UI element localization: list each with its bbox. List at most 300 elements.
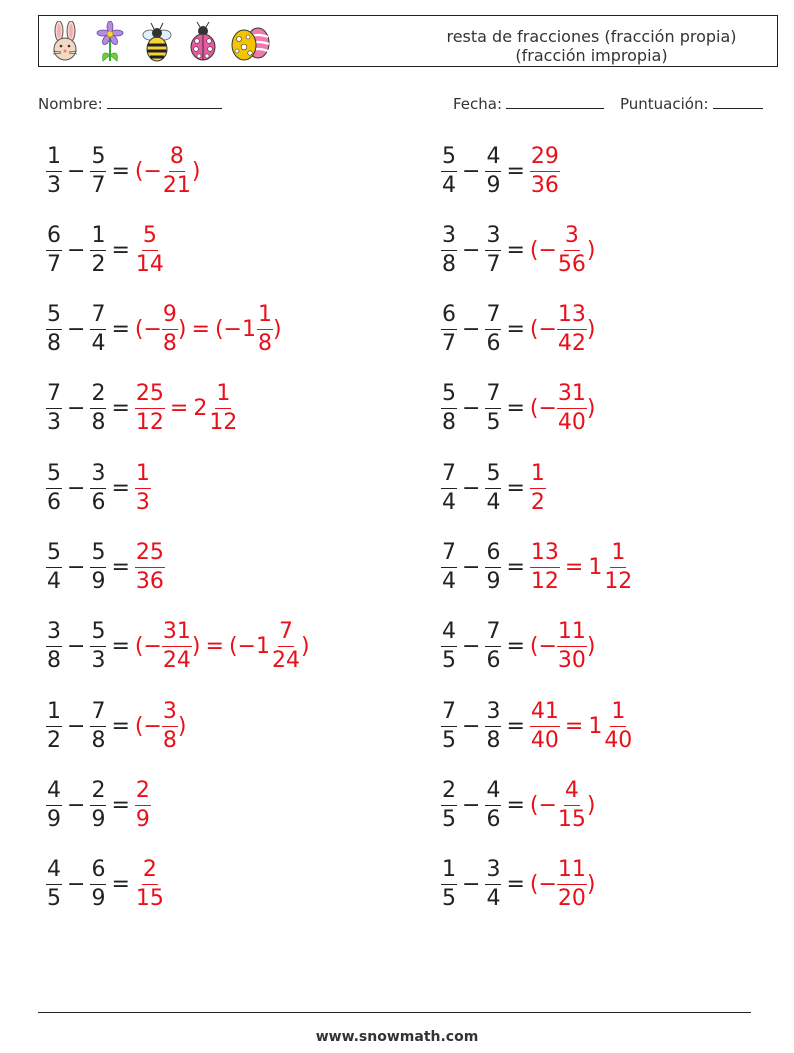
fraction	[557, 224, 587, 277]
numerator: 5	[46, 541, 62, 568]
minus-sign: −	[67, 634, 86, 660]
problem-item	[441, 538, 633, 598]
numerator: 29	[530, 145, 560, 172]
problem-item	[46, 538, 165, 598]
denominator: 4	[486, 489, 501, 515]
denominator: 9	[91, 886, 106, 912]
answer	[530, 858, 596, 911]
fraction	[46, 382, 62, 435]
fraction	[557, 620, 587, 673]
numerator: 1	[610, 700, 626, 727]
open-paren: (−	[134, 713, 162, 739]
worksheet-title	[419, 27, 764, 65]
numerator: 2	[90, 382, 106, 409]
fraction	[441, 700, 457, 753]
numerator: 11	[557, 620, 587, 647]
numerator: 31	[557, 382, 587, 409]
numerator: 7	[441, 541, 457, 568]
fraction	[135, 382, 165, 435]
fraction	[441, 779, 457, 832]
minus-sign: −	[462, 872, 481, 898]
fraction	[485, 382, 501, 435]
denominator: 40	[604, 727, 633, 753]
numerator: 1	[135, 462, 151, 489]
fraction	[530, 700, 560, 753]
minus-sign: −	[462, 317, 481, 343]
fraction	[90, 858, 106, 911]
problem-item	[441, 775, 596, 835]
denominator: 5	[442, 886, 456, 912]
fraction	[46, 224, 62, 277]
date-label: Fecha:	[453, 95, 503, 113]
problem-item	[46, 141, 201, 201]
denominator: 7	[486, 251, 501, 277]
equals-sign: =	[506, 634, 525, 660]
denominator: 8	[257, 331, 272, 357]
denominator: 8	[91, 727, 106, 753]
numerator: 6	[46, 224, 62, 251]
fraction	[485, 462, 501, 515]
minus-sign: −	[462, 634, 481, 660]
denominator: 7	[47, 251, 61, 277]
problem-item	[441, 617, 596, 677]
numerator: 5	[90, 620, 106, 647]
denominator: 2	[530, 489, 545, 515]
denominator: 56	[557, 251, 586, 277]
fraction	[90, 779, 106, 832]
close-paren: )	[300, 634, 310, 660]
denominator: 12	[209, 410, 238, 436]
fraction	[485, 145, 501, 198]
close-paren: )	[586, 396, 596, 422]
denominator: 5	[486, 410, 501, 436]
fraction	[90, 303, 106, 356]
numerator: 3	[485, 858, 501, 885]
numerator: 4	[485, 145, 501, 172]
numerator: 7	[441, 700, 457, 727]
denominator: 3	[47, 172, 61, 198]
problem-item	[46, 775, 151, 835]
close-paren: )	[177, 317, 187, 343]
denominator: 24	[271, 648, 300, 674]
denominator: 6	[486, 331, 501, 357]
title-line-1: resta de fracciones (fracción propia)	[446, 27, 737, 46]
equals-sign: =	[506, 555, 525, 580]
fraction	[46, 462, 62, 515]
fraction	[530, 541, 560, 594]
numerator: 1	[215, 382, 231, 409]
numerator: 11	[557, 858, 587, 885]
denominator: 6	[91, 489, 106, 515]
close-paren: )	[272, 317, 282, 343]
equals-sign: =	[111, 713, 130, 739]
numerator: 5	[441, 382, 457, 409]
numerator: 3	[564, 224, 580, 251]
answer	[135, 620, 310, 673]
minus-sign: −	[67, 317, 86, 343]
denominator: 3	[135, 489, 150, 515]
whole-number: 1	[588, 713, 603, 739]
denominator: 4	[442, 569, 456, 594]
equals-sign: =	[111, 158, 130, 184]
close-paren: )	[586, 317, 596, 343]
numerator: 6	[441, 303, 457, 330]
denominator: 8	[162, 331, 177, 357]
numerator: 3	[90, 462, 106, 489]
numerator: 1	[46, 145, 62, 172]
denominator: 40	[530, 727, 559, 753]
numerator: 4	[441, 620, 457, 647]
problem-item	[46, 696, 187, 756]
open-paren: (−	[134, 634, 162, 660]
minus-sign: −	[462, 475, 481, 501]
equals-sign: =	[506, 237, 525, 263]
numerator: 3	[485, 224, 501, 251]
fraction	[485, 858, 501, 911]
denominator: 4	[442, 489, 456, 515]
problem-item	[441, 300, 596, 360]
denominator: 3	[47, 410, 61, 436]
open-paren: (−	[134, 158, 162, 184]
minus-sign: −	[67, 475, 86, 501]
close-paren: )	[191, 158, 201, 184]
fraction	[46, 303, 62, 356]
name-field[interactable]	[38, 94, 222, 113]
answer	[135, 382, 238, 435]
open-paren: (−	[228, 634, 256, 660]
score-field[interactable]	[620, 94, 763, 113]
numerator: 7	[90, 700, 106, 727]
problem-item	[46, 300, 282, 360]
answer	[135, 145, 201, 198]
denominator: 7	[91, 172, 106, 198]
fraction	[90, 145, 106, 198]
fraction	[90, 462, 106, 515]
open-paren: (−	[529, 634, 557, 660]
numerator: 2	[142, 858, 158, 885]
open-paren: (−	[529, 396, 557, 422]
equals-sign: =	[564, 555, 584, 580]
fraction	[441, 145, 457, 198]
problem-item	[46, 379, 238, 439]
minus-sign: −	[67, 237, 86, 263]
fraction	[46, 700, 62, 753]
equals-sign: =	[205, 634, 224, 660]
answer	[530, 541, 633, 594]
numerator: 5	[441, 145, 457, 172]
fraction	[135, 541, 165, 594]
fraction	[46, 779, 62, 832]
minus-sign: −	[462, 396, 481, 422]
fraction	[208, 382, 238, 435]
minus-sign: −	[67, 792, 86, 818]
minus-sign: −	[67, 872, 86, 898]
fraction	[162, 303, 178, 356]
numerator: 1	[46, 700, 62, 727]
denominator: 21	[162, 172, 191, 198]
numerator: 5	[90, 145, 106, 172]
ladybug-icon	[187, 21, 219, 63]
name-blank[interactable]	[107, 94, 222, 109]
name-label: Nombre:	[38, 95, 103, 113]
denominator: 5	[47, 886, 61, 912]
denominator: 8	[442, 410, 456, 436]
bee-icon	[139, 21, 175, 63]
minus-sign: −	[67, 555, 86, 580]
numerator: 1	[530, 462, 546, 489]
numerator: 5	[46, 303, 62, 330]
minus-sign: −	[462, 237, 481, 263]
answer	[530, 462, 546, 515]
problem-item	[441, 220, 596, 280]
fraction	[90, 620, 106, 673]
open-paren: (−	[134, 317, 162, 343]
denominator: 8	[486, 727, 501, 753]
title-line-2: (fracción impropia)	[515, 46, 668, 65]
numerator: 13	[530, 541, 560, 568]
denominator: 9	[47, 806, 61, 832]
fraction	[441, 382, 457, 435]
minus-sign: −	[462, 713, 481, 739]
fraction	[257, 303, 273, 356]
numerator: 31	[162, 620, 192, 647]
whole-number: 1	[255, 634, 270, 660]
equals-sign: =	[506, 158, 525, 184]
fraction	[90, 541, 106, 594]
denominator: 15	[135, 886, 164, 912]
denominator: 4	[442, 172, 456, 198]
answer	[135, 462, 151, 515]
numerator: 1	[441, 858, 457, 885]
denominator: 2	[91, 251, 106, 277]
denominator: 9	[135, 806, 150, 832]
score-blank[interactable]	[713, 94, 763, 109]
open-paren: (−	[529, 317, 557, 343]
numerator: 4	[46, 858, 62, 885]
answer	[135, 779, 151, 832]
numerator: 7	[278, 620, 294, 647]
easter-eggs-icon	[229, 21, 273, 63]
problem-item	[46, 617, 310, 677]
fraction	[135, 779, 151, 832]
whole-number: 1	[241, 317, 256, 343]
denominator: 8	[91, 410, 106, 436]
answer	[135, 303, 282, 356]
denominator: 6	[486, 648, 501, 674]
close-paren: )	[177, 713, 187, 739]
numerator: 1	[257, 303, 273, 330]
equals-sign: =	[169, 396, 189, 422]
fraction	[135, 224, 165, 277]
denominator: 8	[162, 727, 177, 753]
numerator: 5	[90, 541, 106, 568]
answer	[135, 700, 187, 753]
problem-item	[441, 855, 596, 915]
equals-sign: =	[506, 317, 525, 343]
equals-sign: =	[506, 475, 525, 501]
numerator: 7	[90, 303, 106, 330]
numerator: 1	[90, 224, 106, 251]
fraction	[485, 303, 501, 356]
fraction	[603, 541, 633, 594]
denominator: 5	[442, 727, 456, 753]
fraction	[162, 700, 178, 753]
problem-item	[46, 855, 165, 915]
minus-sign: −	[462, 792, 481, 818]
denominator: 15	[557, 806, 586, 832]
answer	[530, 620, 596, 673]
denominator: 42	[557, 331, 586, 357]
minus-sign: −	[67, 396, 86, 422]
denominator: 9	[486, 569, 501, 594]
numerator: 2	[90, 779, 106, 806]
numerator: 7	[485, 620, 501, 647]
denominator: 9	[91, 806, 106, 832]
numerator: 6	[485, 541, 501, 568]
numerator: 1	[610, 541, 626, 568]
numerator: 3	[485, 700, 501, 727]
denominator: 36	[530, 172, 559, 198]
close-paren: )	[191, 634, 201, 660]
answer	[135, 858, 165, 911]
problem-item	[46, 458, 151, 518]
denominator: 12	[604, 569, 633, 594]
numerator: 3	[441, 224, 457, 251]
numerator: 2	[441, 779, 457, 806]
equals-sign: =	[111, 237, 130, 263]
fraction	[485, 779, 501, 832]
denominator: 4	[486, 886, 501, 912]
fraction	[557, 779, 587, 832]
denominator: 12	[530, 569, 559, 594]
answer	[530, 145, 560, 198]
denominator: 5	[442, 648, 456, 674]
fraction	[135, 462, 151, 515]
denominator: 8	[47, 331, 61, 357]
fraction	[441, 541, 457, 594]
denominator: 30	[557, 648, 586, 674]
denominator: 36	[135, 569, 164, 594]
footer-divider	[38, 1012, 751, 1013]
answer	[530, 303, 596, 356]
equals-sign: =	[111, 396, 130, 422]
fraction	[441, 224, 457, 277]
fraction	[90, 382, 106, 435]
answer	[530, 382, 596, 435]
numerator: 8	[169, 145, 185, 172]
equals-sign: =	[111, 792, 130, 818]
numerator: 4	[564, 779, 580, 806]
fraction	[557, 858, 587, 911]
date-blank[interactable]	[506, 94, 604, 109]
equals-sign: =	[111, 555, 130, 580]
fraction	[46, 541, 62, 594]
fraction	[46, 145, 62, 198]
fraction	[90, 224, 106, 277]
denominator: 9	[91, 569, 106, 594]
footer-website: www.snowmath.com	[315, 1029, 479, 1045]
numerator: 7	[485, 303, 501, 330]
fraction	[441, 858, 457, 911]
equals-sign: =	[506, 396, 525, 422]
denominator: 8	[47, 648, 61, 674]
close-paren: )	[586, 634, 596, 660]
denominator: 40	[557, 410, 586, 436]
minus-sign: −	[67, 713, 86, 739]
minus-sign: −	[462, 158, 481, 184]
denominator: 3	[91, 648, 106, 674]
score-label: Puntuación:	[620, 95, 709, 113]
close-paren: )	[586, 792, 596, 818]
fraction	[135, 858, 165, 911]
answer	[530, 700, 633, 753]
equals-sign: =	[111, 872, 130, 898]
answer	[530, 779, 596, 832]
numerator: 25	[135, 541, 165, 568]
fraction	[46, 620, 62, 673]
problem-item	[441, 141, 560, 201]
numerator: 3	[162, 700, 178, 727]
numerator: 4	[46, 779, 62, 806]
denominator: 20	[557, 886, 586, 912]
bunny-icon	[47, 21, 83, 63]
problem-item	[441, 379, 596, 439]
numerator: 7	[46, 382, 62, 409]
numerator: 5	[46, 462, 62, 489]
equals-sign: =	[506, 713, 525, 739]
fraction	[485, 224, 501, 277]
answer	[135, 224, 165, 277]
denominator: 8	[442, 251, 456, 277]
problem-item	[441, 458, 546, 518]
denominator: 24	[162, 648, 191, 674]
fraction	[162, 145, 192, 198]
equals-sign: =	[506, 792, 525, 818]
open-paren: (−	[214, 317, 242, 343]
denominator: 4	[47, 569, 61, 594]
equals-sign: =	[191, 317, 210, 343]
denominator: 6	[486, 806, 501, 832]
fraction	[557, 382, 587, 435]
denominator: 6	[47, 489, 61, 515]
whole-number: 2	[193, 396, 208, 422]
denominator: 9	[486, 172, 501, 198]
numerator: 5	[485, 462, 501, 489]
denominator: 7	[442, 331, 456, 357]
open-paren: (−	[529, 792, 557, 818]
denominator: 5	[442, 806, 456, 832]
fraction	[485, 700, 501, 753]
numerator: 25	[135, 382, 165, 409]
fraction	[603, 700, 633, 753]
numerator: 5	[142, 224, 158, 251]
numerator: 7	[485, 382, 501, 409]
whole-number: 1	[588, 555, 603, 580]
numerator: 4	[485, 779, 501, 806]
denominator: 2	[47, 727, 61, 753]
fraction	[271, 620, 301, 673]
problem-item	[46, 220, 165, 280]
denominator: 12	[135, 410, 164, 436]
equals-sign: =	[111, 475, 130, 501]
close-paren: )	[586, 872, 596, 898]
denominator: 14	[135, 251, 164, 277]
fraction	[557, 303, 587, 356]
answer	[530, 224, 596, 277]
date-field[interactable]	[453, 94, 604, 113]
minus-sign: −	[462, 555, 481, 580]
answer	[135, 541, 165, 594]
